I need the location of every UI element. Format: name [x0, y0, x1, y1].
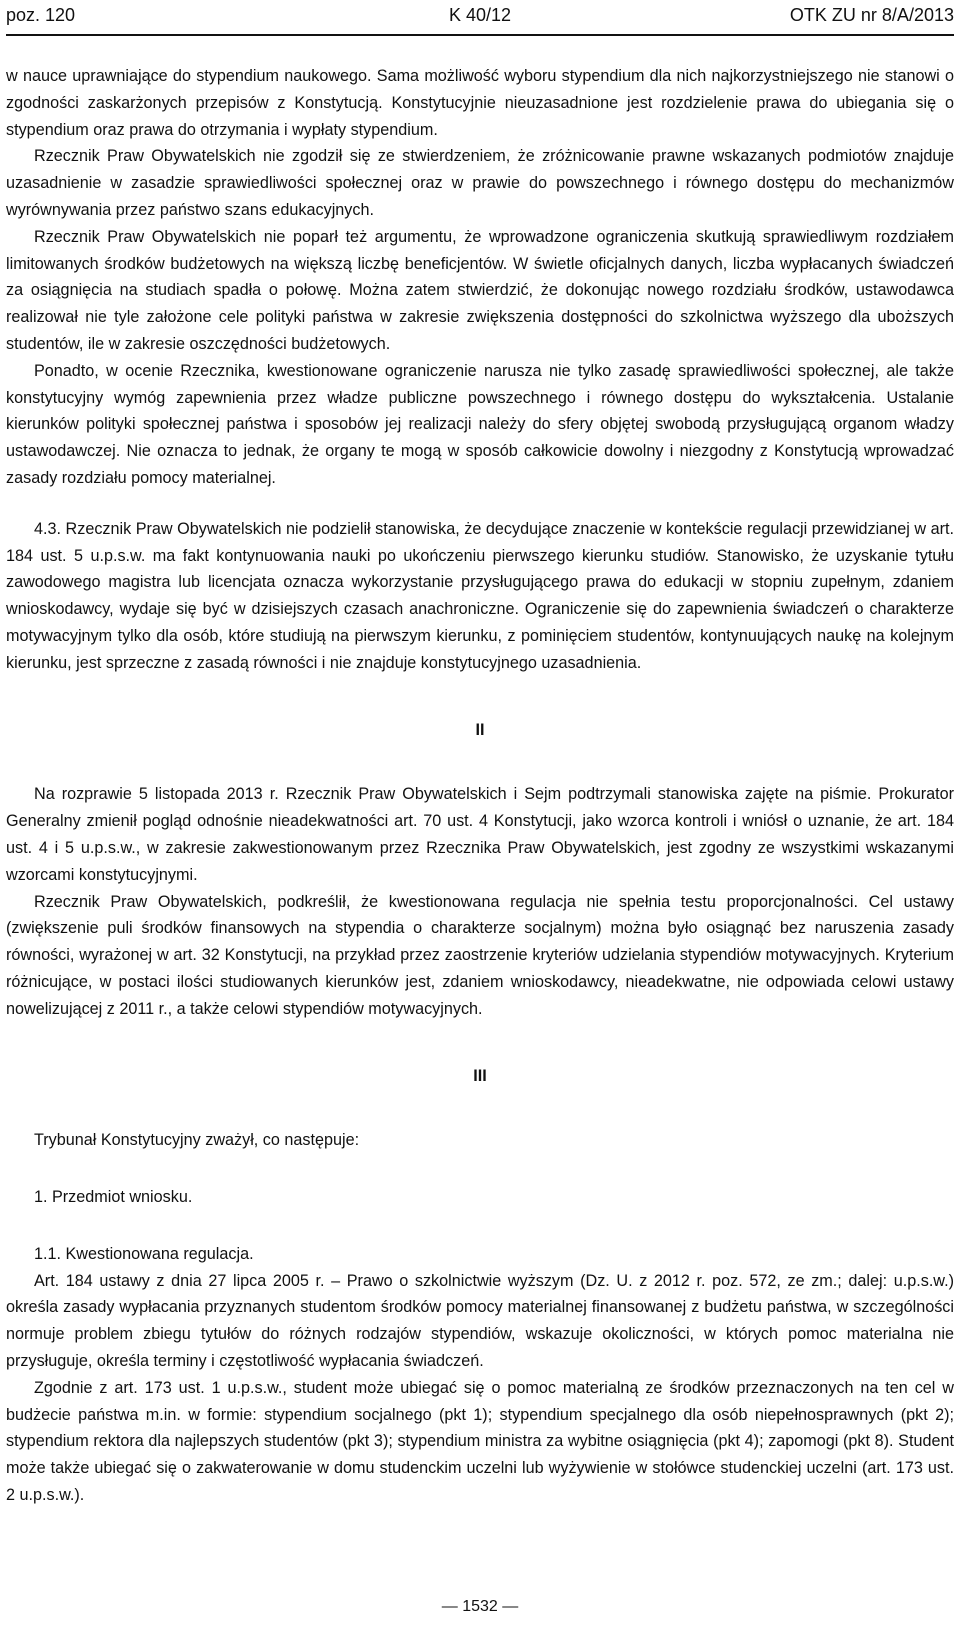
paragraph-tribunal-considered: Trybunał Konstytucyjny zważył, co następuje:: [34, 1131, 360, 1150]
header-case-number: K 40/12: [448, 5, 512, 25]
header-divider: [6, 34, 954, 36]
page-body: [6, 63, 954, 1509]
paragraph-continuation: w nauce uprawniające do stypendium naukowego. Sama możliwość wyboru stypendium dla nich najkorzystniejszego nie stanowi o zgodności zaskarżonych przepisów z Konstytucją. Konstytucyjnie nieuzasadnione jest rozdzielenie prawa do ubiegania się o stypendium oraz prawa do otrzymania i wypłaty stypendium.: [6, 67, 954, 139]
running-header: [6, 4, 954, 30]
paragraph-art-173: Zgodnie z art. 173 ust. 1 u.p.s.w., student może ubiegać się o pomoc materialną ze środków przeznaczonych na ten cel w budżecie państwa m.in. w formie: stypendium socjalnego (pkt 1); stypendium specjalnego dla osób niepełnosprawnych (pkt 2); stypendium rektora dla najlepszych studentów (pkt 3); stypendium ministra za wybitne osiągnięcia (pkt 4); zapomogi (pkt 8). Student może także ubiegać się o zakwaterowanie w domu studenckim uczelni lub wyżywienie w stołówce studenckiej uczelni (art. 173 ust. 2 u.p.s.w.).: [6, 1378, 954, 1505]
page-number: — 1532 —: [441, 1598, 519, 1615]
section-heading-iii: III: [473, 1066, 487, 1085]
section-heading-ii: II: [475, 720, 485, 739]
paragraph-hearing: Na rozprawie 5 listopada 2013 r. Rzecznik Praw Obywatelskich i Sejm podtrzymali stanowiska zajęte na piśmie. Prokurator Generalny zmienił pogląd odnośnie nieadekwatności art. 70 ust. 4 Konstytucji, jako wzorca kontroli i wniósł o uznanie, że art. 184 ust. 4 i 5 u.p.s.w., w zakresie zakwestionowanym przez Rzecznika Praw Obywatelskich, jest zgodny ze wszystkimi wskazanymi wzorcami konstytucyjnymi.: [6, 785, 954, 884]
header-position: poz. 120: [6, 5, 76, 25]
header-publication: OTK ZU nr 8/A/2013: [789, 5, 954, 25]
paragraph-4-3: 4.3. Rzecznik Praw Obywatelskich nie podzielił stanowiska, że decydujące znaczenie w kontekście regulacji przewidzianej w art. 184 ust. 5 u.p.s.w. ma fakt kontynuowania nauki po ukończeniu pierwszego kierunku studiów. Stanowisko, że uzyskanie tytułu zawodowego magistra lub licencjata oznacza wykorzystanie przysługującego prawa do edukacji w stopniu zupełnym, zdaniem wnioskodawcy, wydaje się być w dzisiejszych czasach anachroniczne. Ograniczenie się do zapewnienia świadczeń o charakterze motywacyjnym tylko dla osób, które studiują na pierwszym kierunku, z pominięciem studentów, kontynuujących naukę na kolejnym kierunku, jest sprzeczne z zasadą równości i nie znajduje konstytucyjnego uzasadnienia.: [6, 519, 954, 672]
paragraph-social-justice: Ponadto, w ocenie Rzecznika, kwestionowane ograniczenie narusza nie tylko zasadę sprawiedliwości społecznej, ale także konstytucyjny wymóg zapewnienia przez władze publiczne powszechnego i równego dostępu do wykształcenia. Ustalanie kierunków polityki społecznej państwa i sposobów jej realizacji należy do sfery objętej swobodą przysługującą organom władzy ustawodawczej. Nie oznacza to jednak, że organy te mogą w sposób całkowicie dowolny i niezgodny z Konstytucją wprowadzać zasady rozdziału pomocy materialnej.: [6, 361, 954, 487]
paragraph-rpo-disagreement: Rzecznik Praw Obywatelskich nie zgodził się ze stwierdzeniem, że zróżnicowanie prawne wskazanych podmiotów znajduje uzasadnienie w zasadzie sprawiedliwości społecznej oraz w prawie do powszechnego i równego dostępu do mechanizmów wyrównywania przez państwo szans edukacyjnych.: [6, 147, 954, 219]
paragraph-proportionality: Rzecznik Praw Obywatelskich, podkreślił, że kwestionowana regulacja nie spełnia testu proporcjonalności. Cel ustawy (zwiększenie puli środków finansowych na stypendia o charakterze socjalnym) można było osiągnąć bez naruszenia zasady równości, wyrażonej w art. 32 Konstytucji, na przykład przez zaostrzenie kryteriów udzielania stypendiów motywacyjnych. Kryterium różnicujące, w postaci ilości studiowanych kierunków jest, zdaniem wnioskodawcy, nieadekwatne, nie odpowiada celowi ustawy nowelizującej z 2011 r., a także celowi stypendiów motywacyjnych.: [6, 892, 954, 1018]
paragraph-art-184: Art. 184 ustawy z dnia 27 lipca 2005 r. – Prawo o szkolnictwie wyższym (Dz. U. z 2012 r. poz. 572, ze zm.; dalej: u.p.s.w.) określa zasady wypłacania przyznanych studentom środków pomocy materialnej finansowanej z budżetu państwa, w szczególności normuje problem zbiegu tytułów do różnych rodzajów stypendiów, wskazuje okoliczności, w których pomoc materialna nie przysługuje, określa terminy i częstotliwość wypłacania świadczeń.: [6, 1271, 954, 1371]
heading-contested-regulation: 1.1. Kwestionowana regulacja.: [34, 1244, 254, 1263]
page-footer: [0, 1598, 960, 1616]
paragraph-rpo-budget-argument: Rzecznik Praw Obywatelskich nie poparł też argumentu, że wprowadzone ograniczenia skutkują sprawiedliwym rozdziałem limitowanych środków budżetowych na większą liczbę beneficjentów. W świetle oficjalnych danych, liczba wypłacanych świadczeń za osiągnięcia na studiach spadła o połowę. Można zatem stwierdzić, że dokonując nowego rozdziału środków, ustawodawca realizował nie tyle założone cele polityki państwa w zakresie zwiększenia dostępności do szkolnictwa wyższego dla uboższych studentów, ile w zakresie oszczędności budżetowych.: [6, 227, 954, 353]
heading-subject-of-motion: 1. Przedmiot wniosku.: [34, 1188, 193, 1207]
